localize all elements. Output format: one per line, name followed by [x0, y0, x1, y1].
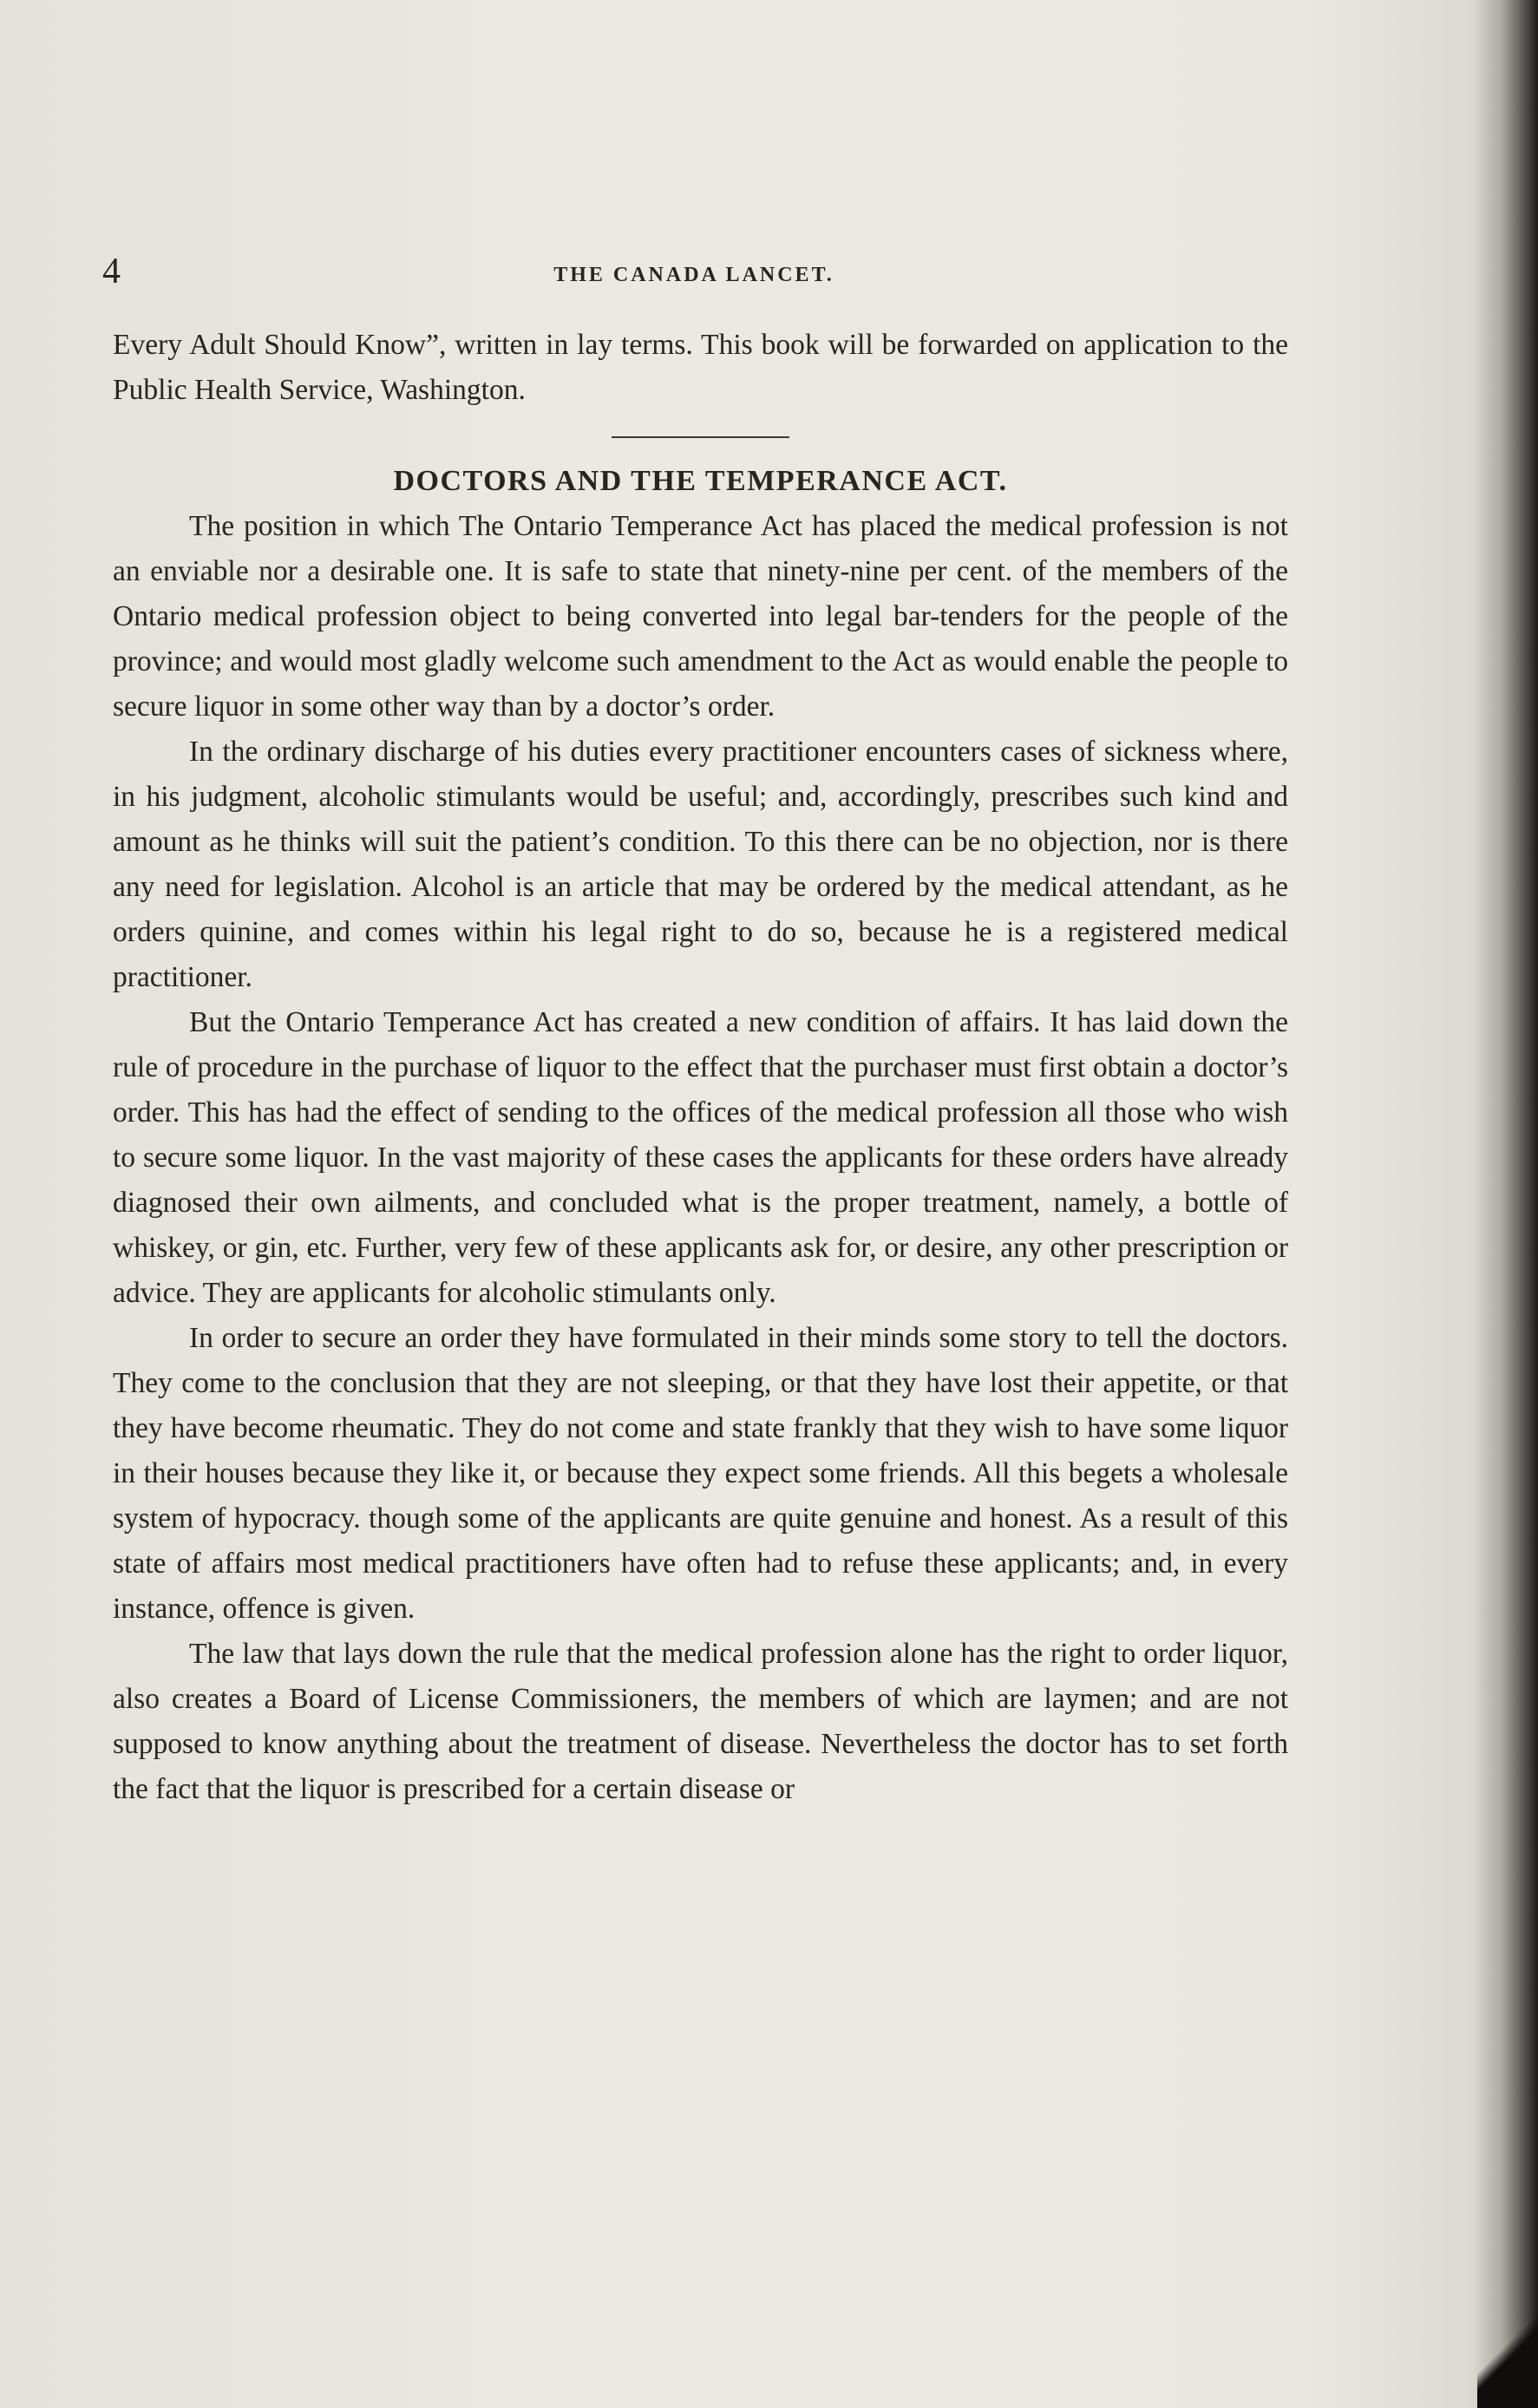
- running-title: THE CANADA LANCET.: [553, 264, 834, 286]
- gutter-shadow: [1473, 0, 1538, 2408]
- section-divider: [612, 436, 789, 438]
- page-header: [95, 253, 1293, 297]
- body-paragraph: But the Ontario Temperance Act has created a new condition of affairs. It has laid down the rule of procedure in the purchase of liquor to the effect that the purchaser must first obtain a doctor’s order. This has had the effect of sending to the offices of the medical profession all those who wish to secure some liquor. In the vast majority of these cases the applicants for these orders have already diagnosed their own ailments, and concluded what is the proper treatment, namely, a bottle of whiskey, or gin, etc. Further, very few of these applicants ask for, or desire, any other prescription or advice. They are applicants for alcoholic stimulants only.: [113, 1006, 1288, 1309]
- body-paragraph: The position in which The Ontario Temperance Act has placed the medical profession is not an enviable nor a desirable one. It is safe to state that ninety-nine per cent. of the members of the Ontario medical profession object to being converted into legal bar-tenders for the people of the province; and would most gladly welcome such amendment to the Act as would enable the people to secure liquor in some other way than by a doctor’s order.: [113, 510, 1288, 723]
- continuation-paragraph: Every Adult Should Know”, written in lay terms. This book will be forwarded on application to the Public Health Service, Washington.: [113, 329, 1288, 406]
- section-title: DOCTORS AND THE TEMPERANCE ACT.: [393, 465, 1008, 497]
- page-corner-shadow: [1477, 2295, 1538, 2408]
- page-number: 4: [102, 252, 121, 291]
- page-body: [113, 323, 1288, 1812]
- body-paragraph: In the ordinary discharge of his duties every practitioner encounters cases of sickness where, in his judgment, alcoholic stimulants would be useful; and, accordingly, prescribes such kind and amount as he thinks will suit the patient’s condition. To this there can be no objection, nor is there any need for legislation. Alcohol is an article that may be ordered by the medical attendant, as he orders quinine, and comes within his legal right to do so, because he is a registered medical practitioner.: [113, 736, 1288, 993]
- body-paragraph: The law that lays down the rule that the medical profession alone has the right to order liquor, also creates a Board of License Commissioners, the members of which are laymen; and are not supposed to know anything about the treatment of disease. Nevertheless the doctor has to set forth the fact that the liquor is prescribed for a certain disease or: [113, 1638, 1288, 1805]
- body-paragraph: In order to secure an order they have formulated in their minds some story to tell the doctors. They come to the conclusion that they are not sleeping, or that they have lost their appetite, or that they have become rheumatic. They do not come and state frankly that they wish to have some liquor in their houses because they like it, or because they expect some friends. All this begets a wholesale system of hypocracy. though some of the applicants are quite genuine and honest. As a result of this state of affairs most medical practitioners have often had to refuse these applicants; and, in every instance, offence is given.: [113, 1322, 1288, 1625]
